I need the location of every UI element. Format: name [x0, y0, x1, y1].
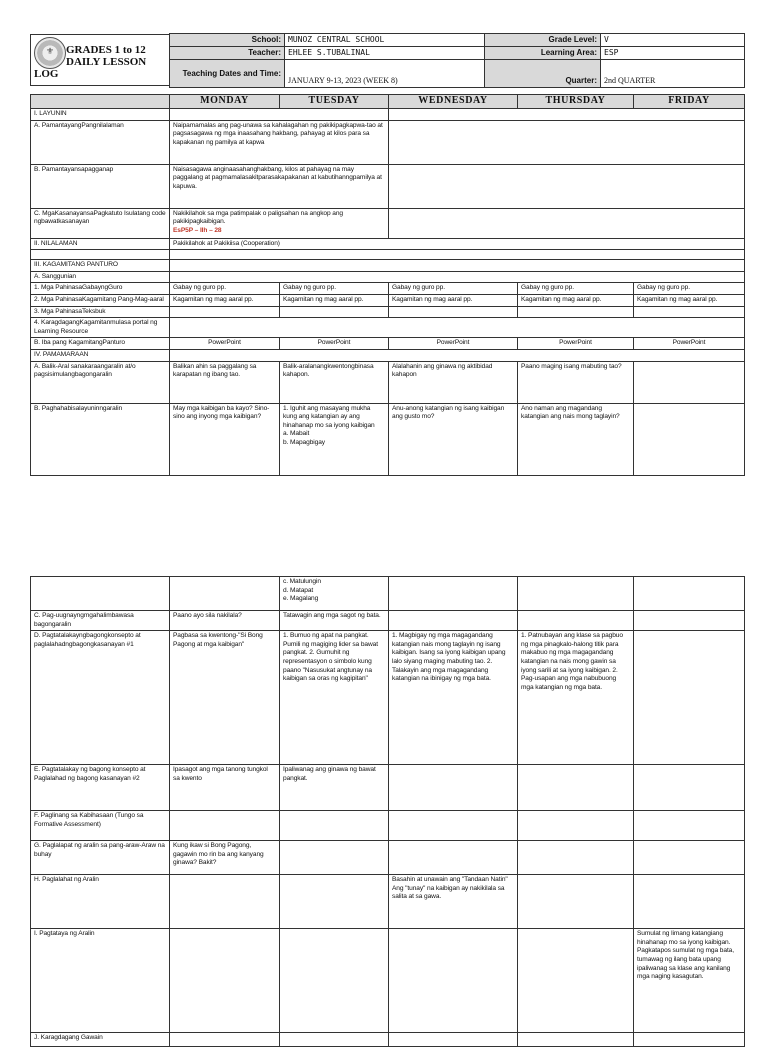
pg-blank [518, 841, 634, 875]
pamamaraan-blank [170, 349, 745, 361]
section-kagamitan: III. KAGAMITANG PANTURO [31, 260, 170, 272]
row-c-text: Nakikilahok sa mga patimpalak o paligsahan na angkop ang pakikipagkaibigan. [173, 209, 343, 226]
r2-monday: Kagamitan ng mag aaral pp. [170, 294, 280, 306]
r2-tuesday: Kagamitan ng mag aaral pp. [280, 294, 389, 306]
pa-monday: Balikan ahin sa paggalang sa karapatan ng ibang tao. [170, 361, 280, 403]
pe-blank [634, 765, 745, 811]
pg-monday: Kung ikaw si Bong Pagong, gagawin mo rin ba ang kanyang ginawa? Bakit? [170, 841, 280, 875]
kagamitan-blank [170, 260, 745, 272]
sanggunian-blank [170, 271, 745, 283]
school-label: School: [170, 34, 285, 47]
pd-label: D. Pagtatalakayngbagongkonsepto at paglalahadngbagongkasanayan #1 [31, 631, 170, 765]
layunin-blank-left [170, 109, 389, 121]
title-line2: DAILY LESSON [66, 56, 147, 68]
cont-d: d. Matapat [283, 586, 314, 594]
pa-friday [634, 361, 745, 403]
r1-monday: Gabay ng guro pp. [170, 283, 280, 295]
pd-tuesday: 1. Bumuo ng apat na pangkat. Pumili ng magiging lider sa bawat pangkat. 2. Gumuhit ng representasyon o simbolo kung paano "Nasusukat angtunay na kaibigan sa oras ng kagipitan" [280, 631, 389, 765]
cont-tuesday [280, 577, 389, 611]
quarter-value: 2nd QUARTER [601, 60, 745, 88]
section-pamamaraan: IV. PAMAMARAAN [31, 349, 170, 361]
rb-wednesday: PowerPoint [389, 338, 518, 350]
grade-label: Grade Level: [485, 34, 601, 47]
title-line3: LOG [34, 68, 59, 80]
page-title [66, 44, 146, 68]
school-value: MUNOZ CENTRAL SCHOOL [285, 34, 485, 47]
row-c-code: EsP5P – IIh – 28 [173, 226, 222, 234]
lesson-table-page1 [30, 94, 745, 476]
pb-thursday: Ano naman ang magandang katangian ang nais mong taglayin? [518, 403, 634, 475]
r3-label: 3. Mga PahinasaTeksbuk [31, 306, 170, 318]
pi-blank [518, 929, 634, 1033]
pc-tuesday: Tatawagin ang mga sagot ng bata. [280, 611, 389, 631]
pb-wednesday: Anu-anong katangian ng isang kaibigan ang gusto mo? [389, 403, 518, 475]
pf-blank [170, 811, 280, 841]
cont-blank [518, 577, 634, 611]
pi-label: I. Pagtataya ng Aralin [31, 929, 170, 1033]
row-label-b: B. Pamantayansapagganap [31, 164, 170, 208]
area-value: ESP [601, 47, 745, 60]
pg-blank [280, 841, 389, 875]
row-c-blank [389, 208, 745, 238]
r3-blank [634, 306, 745, 318]
row-label-c: C. MgaKasanayansaPagkatuto Isulatang code ngbawatkasanayan [31, 208, 170, 238]
rb-thursday: PowerPoint [518, 338, 634, 350]
section-nilalaman: II. NILALAMAN [31, 238, 170, 250]
pc-blank [389, 611, 518, 631]
r4-blank [170, 318, 745, 338]
deped-seal-icon: ⚜ [34, 37, 66, 69]
r2-label: 2. Mga PahinasaKagamitang Pang-Mag-aaral [31, 294, 170, 306]
r1-friday: Gabay ng guro pp. [634, 283, 745, 295]
pe-blank [389, 765, 518, 811]
r3-blank [518, 306, 634, 318]
rb-monday: PowerPoint [170, 338, 280, 350]
pc-label: C. Pag-uugnayngmgahalimbawasa bagongaralin [31, 611, 170, 631]
pg-label: G. Paglalapat ng aralin sa pang-araw-Araw na buhay [31, 841, 170, 875]
rb-label: B. Iba pang KagamitangPanturo [31, 338, 170, 350]
r2-thursday: Kagamitan ng mag aaral pp. [518, 294, 634, 306]
row-a-blank [389, 120, 745, 164]
row-b-blank [389, 164, 745, 208]
day-header-monday: MONDAY [170, 95, 280, 109]
pd-monday: Pagbasa sa kwentong-"Si Bong Pagong at mga kaibigan" [170, 631, 280, 765]
day-header-thursday: THURSDAY [518, 95, 634, 109]
pj-blank [389, 1033, 518, 1047]
quarter-label: Quarter: [485, 60, 601, 88]
pg-blank [389, 841, 518, 875]
r2-friday: Kagamitan ng mag aaral pp. [634, 294, 745, 306]
cont-blank [389, 577, 518, 611]
pi-blank [389, 929, 518, 1033]
cont-label-blank [31, 577, 170, 611]
layunin-blank-right [389, 109, 745, 121]
pa-label: A. Balik-Aral sanakaraangaralin at/o pagsisimulangbagongaralin [31, 361, 170, 403]
r4-label: 4. KaragdagangKagamitanmulasa portal ng Learning Resource [31, 318, 170, 338]
pb-tuesday-b: b. Mapagbigay [283, 438, 325, 446]
pb-label: B. Paghahabisalayuninngaralin [31, 403, 170, 475]
pj-blank [170, 1033, 280, 1047]
pf-blank [518, 811, 634, 841]
pd-wednesday: 1. Magbigay ng mga magagandang katangian nais mong taglayin ng isang kaibigan. Isang sa iyong kaibigan upang lalo siyang maging mabuting tao. 2. Talakayin ang mga magagandang katangian na ibinigay ng mga bata. [389, 631, 518, 765]
ph-blank [634, 875, 745, 929]
pj-blank [634, 1033, 745, 1047]
row-b-text: Naisasagawa anginaasahanghakbang, kilos at pahayag na may paggalang at pagmamalasakitparasakapakanan at kabutihanngpamilya at kapuwa. [170, 164, 389, 208]
day-header-tuesday: TUESDAY [280, 95, 389, 109]
dates-label: Teaching Dates and Time: [170, 60, 285, 88]
r1-label: 1. Mga PahinasaGabayngGuro [31, 283, 170, 295]
grade-value: V [601, 34, 745, 47]
cont-blank [634, 577, 745, 611]
pj-blank [280, 1033, 389, 1047]
pe-monday: Ipasagot ang mga tanong tungkol sa kwento [170, 765, 280, 811]
ph-blank [280, 875, 389, 929]
r3-blank [280, 306, 389, 318]
title-line1: GRADES 1 to 12 [66, 44, 146, 56]
pd-friday [634, 631, 745, 765]
ph-blank [518, 875, 634, 929]
pg-blank [634, 841, 745, 875]
pb-friday [634, 403, 745, 475]
pi-friday: Sumulat ng limang katangiang hinahanap mo sa iyong kaibigan. Pagkatapos sumulat ng mga bata, tumawag ng ilang bata upang ipaliwanag sa klase ang kanilang mga naging kasagutan. [634, 929, 745, 1033]
r1-tuesday: Gabay ng guro pp. [280, 283, 389, 295]
pc-blank [634, 611, 745, 631]
pf-blank [634, 811, 745, 841]
row-c-cell [170, 208, 389, 238]
r1-thursday: Gabay ng guro pp. [518, 283, 634, 295]
area-label: Learning Area: [485, 47, 601, 60]
pc-blank [518, 611, 634, 631]
day-header-wednesday: WEDNESDAY [389, 95, 518, 109]
cont-e: e. Magalang [283, 595, 319, 603]
pf-blank [389, 811, 518, 841]
pb-monday: May mga kaibigan ba kayo? Sino-sino ang inyong mga kaibigan? [170, 403, 280, 475]
pd-thursday: 1. Patnubayan ang klase sa pagbuo ng mga pinagkalo-halong titik para makabuo ng mga magagandang katangian na nais mong gawin sa iyong sarili at sa iyong kaibigan. 2. Pag-usapan ang mga nabubuong mga katangian ng mga bata. [518, 631, 634, 765]
row-a-text: Naipamamalas ang pag-unawa sa kahalagahan ng pakikipagkapwa-tao at pagsasagawa ng mga inaasahang hakbang, pahayag at kilos para sa kapakanan ng pamilya at kapwa [170, 120, 389, 164]
section-layunin: I. LAYUNIN [31, 109, 170, 121]
spacer [170, 250, 745, 260]
day-header-blank [31, 95, 170, 109]
pf-blank [280, 811, 389, 841]
rb-friday: PowerPoint [634, 338, 745, 350]
pe-label: E. Pagtatalakay ng bagong konsepto at Paglalahad ng bagong kasanayan #2 [31, 765, 170, 811]
spacer [31, 250, 170, 260]
teacher-label: Teacher: [170, 47, 285, 60]
rb-tuesday: PowerPoint [280, 338, 389, 350]
ph-label: H. Paglalahat ng Aralin [31, 875, 170, 929]
pb-tuesday-a: a. Mabait [283, 430, 310, 438]
pi-blank [280, 929, 389, 1033]
cont-monday-blank [170, 577, 280, 611]
pj-label: J. Karagdagang Gawain [31, 1033, 170, 1047]
ph-wednesday: Basahin at unawain ang "Tandaan Natin" Ang "tunay" na kaibigan ay nakikilala sa salita at sa gawa. [389, 875, 518, 929]
pi-blank [170, 929, 280, 1033]
teacher-value: EHLEE S.TUBALINAL [285, 47, 485, 60]
lesson-table-page2 [30, 576, 745, 1047]
cont-c: c. Matulungin [283, 578, 321, 585]
pe-blank [518, 765, 634, 811]
nilalaman-text: Pakikilahok at Pakikiisa (Cooperation) [170, 238, 745, 250]
pa-wednesday: Alalahanin ang ginawa ng aktibidad kahapon [389, 361, 518, 403]
r3-blank [389, 306, 518, 318]
pf-label: F. Paglinang sa Kabihasaan (Tungo sa Formative Assessment) [31, 811, 170, 841]
r2-wednesday: Kagamitan ng mag aaral pp. [389, 294, 518, 306]
row-label-a: A. PamantayangPangnilalaman [31, 120, 170, 164]
pj-blank [518, 1033, 634, 1047]
pb-tuesday-intro: 1. Iguhit ang masayang mukha kung ang katangian ay ang hinahanap mo sa iyong kaibigan [283, 404, 375, 429]
pc-monday: Paano ayo sila nakilala? [170, 611, 280, 631]
pe-tuesday: Ipaliwanag ang ginawa ng bawat pangkat. [280, 765, 389, 811]
dates-value: JANUARY 9-13, 2023 (WEEK 8) [285, 60, 485, 88]
pa-thursday: Paano maging isang mabuting tao? [518, 361, 634, 403]
r3-blank [170, 306, 280, 318]
pb-tuesday [280, 403, 389, 475]
pa-tuesday: Balik-aralanangkwentongbinasa kahapon. [280, 361, 389, 403]
sanggunian-label: A. Sanggunian [31, 271, 170, 283]
r1-wednesday: Gabay ng guro pp. [389, 283, 518, 295]
day-header-friday: FRIDAY [634, 95, 745, 109]
header-info-table [169, 33, 745, 88]
ph-blank [170, 875, 280, 929]
